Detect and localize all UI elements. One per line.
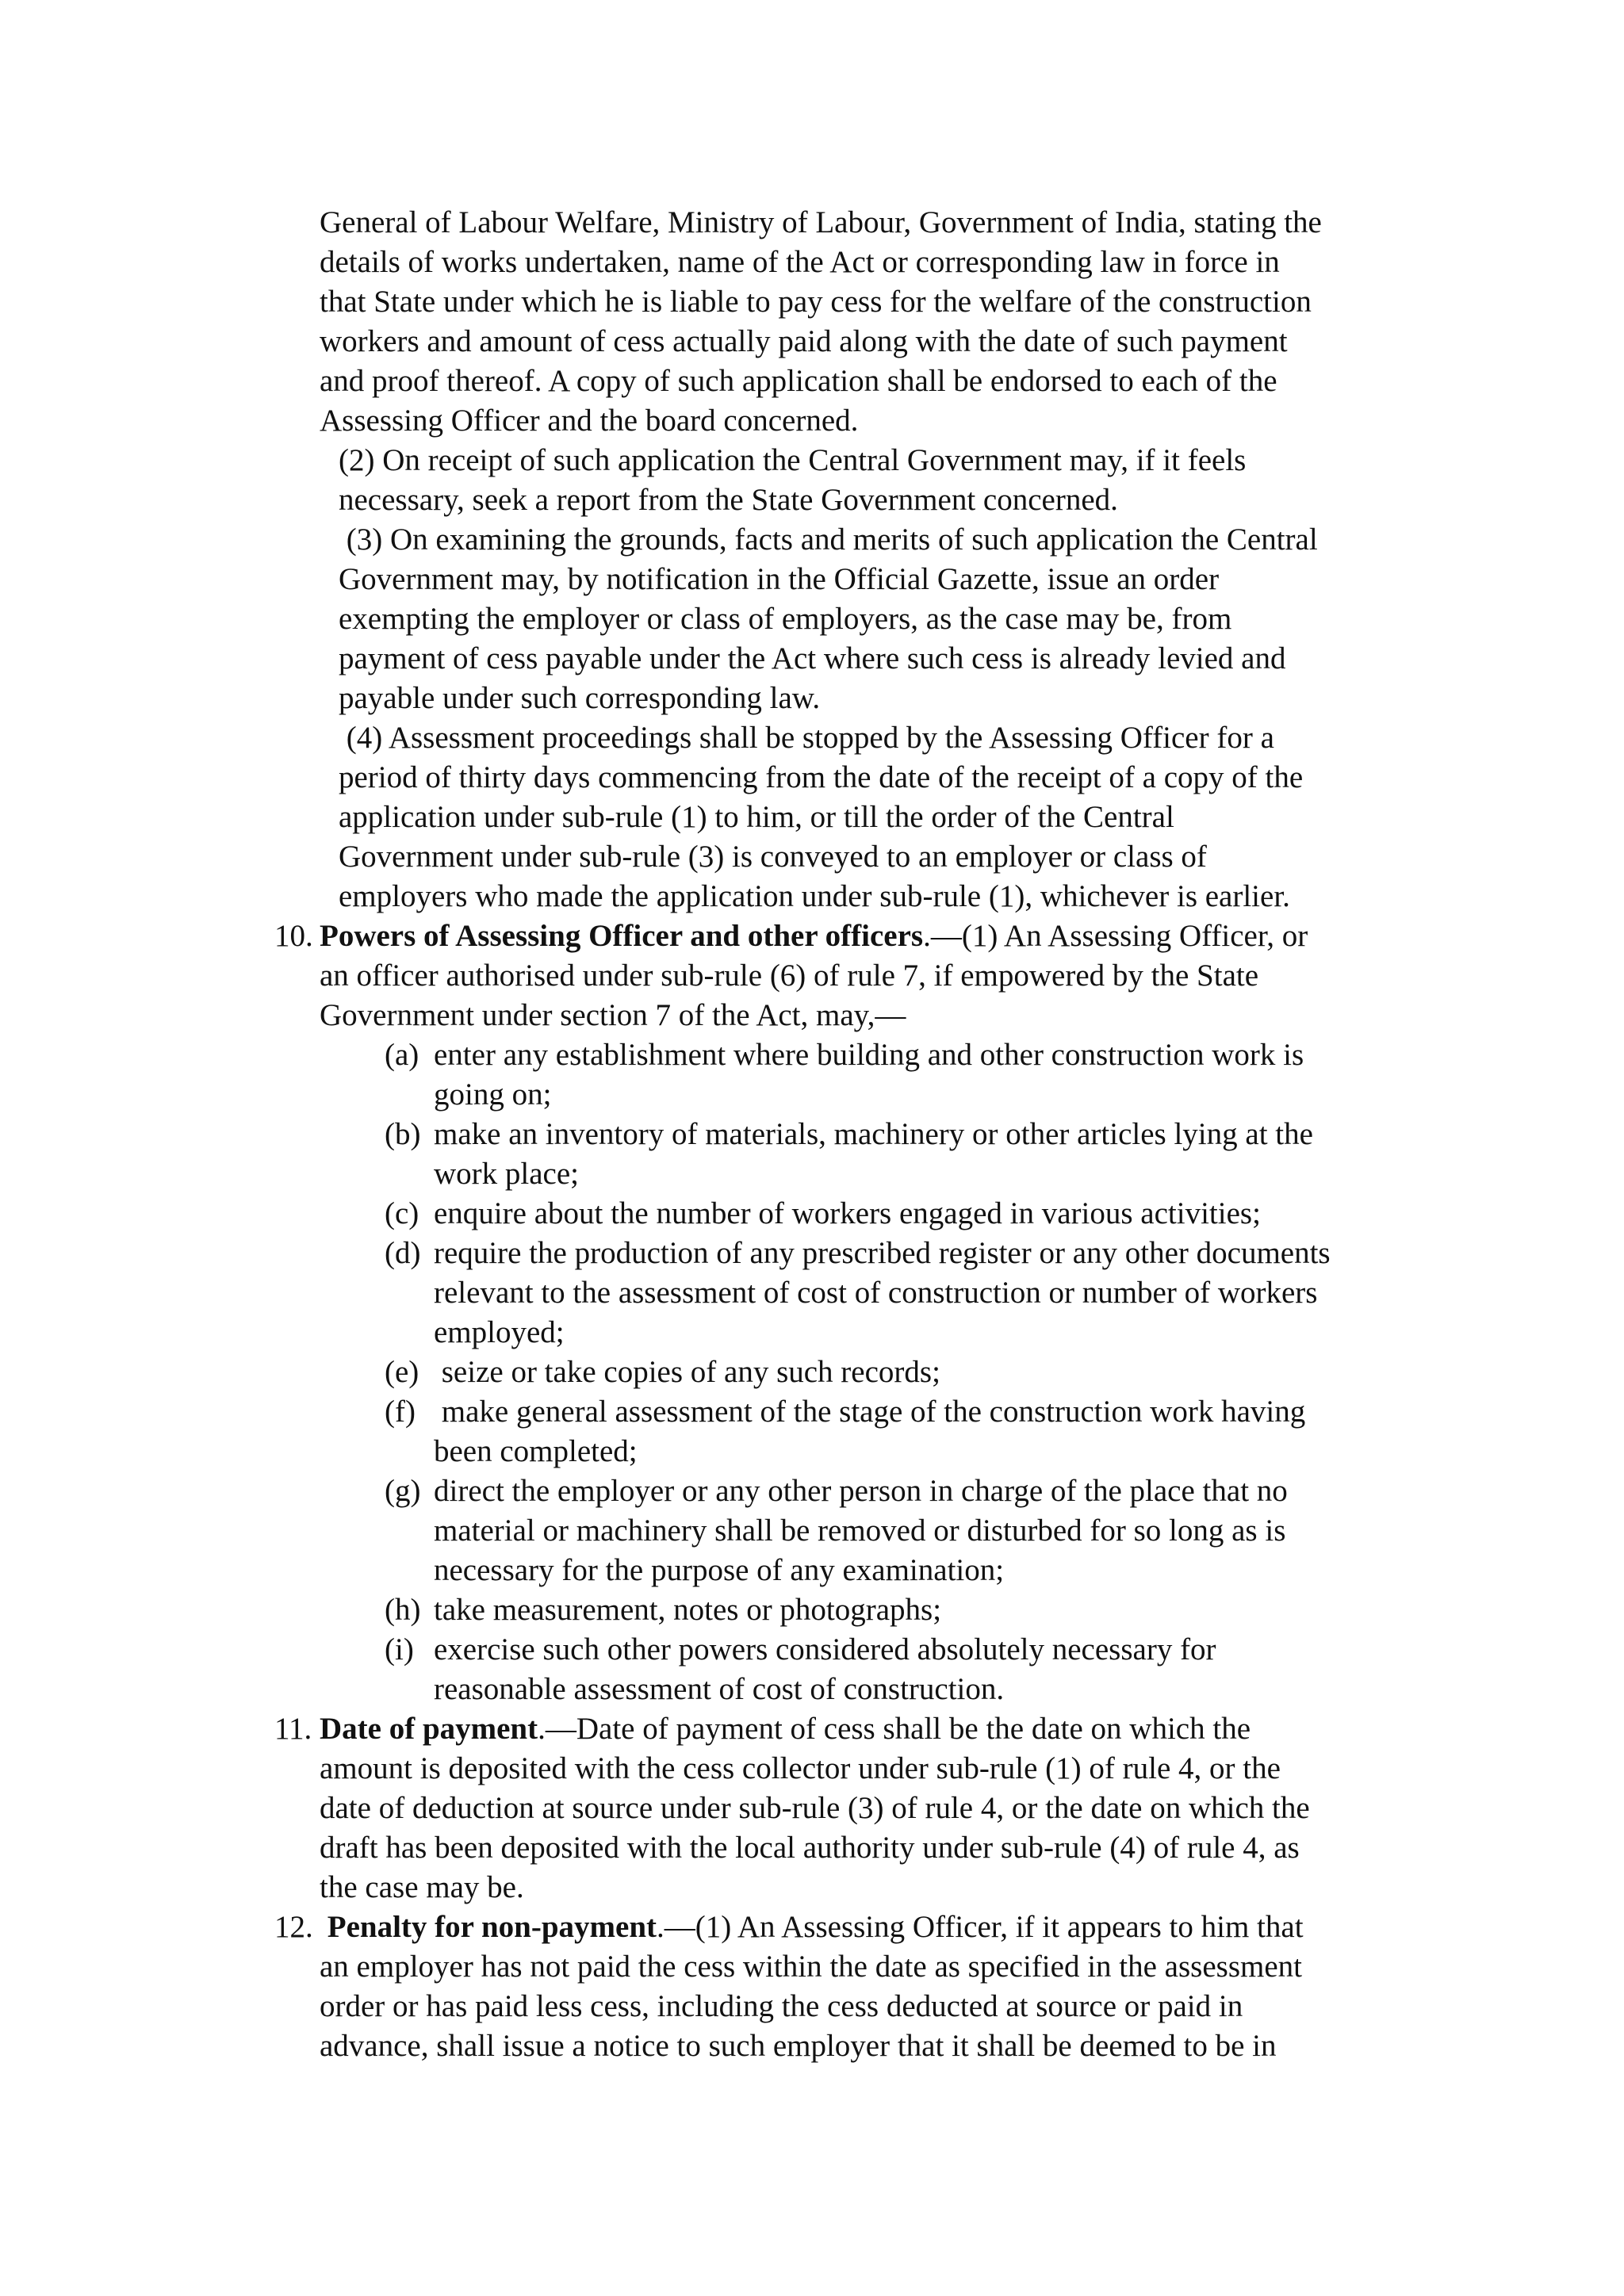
text-line: application under sub-rule (1) to him, or till the order of the Central	[339, 800, 1174, 834]
text-line: General of Labour Welfare, Ministry of Labour, Government of India, stating the	[320, 205, 1322, 239]
text-line: Government under section 7 of the Act, may,—	[320, 998, 906, 1032]
list-item-line: reasonable assessment of cost of construction.	[434, 1672, 1005, 1706]
list-item-line: take measurement, notes or photographs;	[434, 1593, 942, 1627]
rule-heading: Powers of Assessing Officer and other officers	[320, 919, 924, 953]
text-line: an officer authorised under sub-rule (6) of rule 7, if empowered by the State	[320, 959, 1259, 993]
list-item-line: require the production of any prescribed register or any other documents	[434, 1236, 1331, 1270]
text-line: that State under which he is liable to pay cess for the welfare of the construction	[320, 285, 1312, 319]
text-line: Government under sub-rule (3) is conveyed to an employer or class of	[339, 840, 1207, 874]
rule-number: 11.	[274, 1712, 312, 1746]
text-line: advance, shall issue a notice to such employer that it shall be deemed to be in	[320, 2029, 1277, 2063]
text-line: (2) On receipt of such application the Central Government may, if it feels	[339, 443, 1247, 477]
text-line: draft has been deposited with the local authority under sub-rule (4) of rule 4, as	[320, 1831, 1300, 1865]
text-line: details of works undertaken, name of the Act or corresponding law in force in	[320, 245, 1280, 279]
text-line: order or has paid less cess, including the cess deducted at source or paid in	[320, 1989, 1243, 2023]
list-marker: (i)	[385, 1632, 414, 1667]
rule-heading-line	[320, 1908, 1304, 1947]
text-line: necessary, seek a report from the State Government concerned.	[339, 483, 1118, 517]
list-marker: (g)	[385, 1474, 421, 1508]
text-line: workers and amount of cess actually paid along with the date of such payment	[320, 324, 1288, 358]
list-marker: (f)	[385, 1395, 416, 1429]
text-line: Assessing Officer and the board concerned.	[320, 404, 859, 438]
text-line: an employer has not paid the cess within the date as specified in the assessment	[320, 1950, 1302, 1984]
list-marker: (d)	[385, 1236, 421, 1270]
rule-heading: Date of payment	[320, 1712, 538, 1746]
text-line: payable under such corresponding law.	[339, 681, 821, 715]
text-line: period of thirty days commencing from the date of the receipt of a copy of the	[339, 760, 1304, 794]
list-marker: (e)	[385, 1355, 419, 1389]
list-item-line: material or machinery shall be removed or disturbed for so long as is	[434, 1513, 1286, 1548]
list-item-line: make an inventory of materials, machinery or other articles lying at the	[434, 1117, 1313, 1151]
list-item-line: relevant to the assessment of cost of construction or number of workers	[434, 1276, 1318, 1310]
text-line: (3) On examining the grounds, facts and merits of such application the Central	[339, 522, 1318, 557]
text-line: (4) Assessment proceedings shall be stopped by the Assessing Officer for a	[339, 721, 1274, 755]
rule-number: 10.	[274, 919, 313, 953]
text-line: payment of cess payable under the Act where such cess is already levied and	[339, 641, 1286, 675]
text-line: the case may be.	[320, 1870, 524, 1904]
list-item-line: work place;	[434, 1157, 580, 1191]
list-item-line: enquire about the number of workers engaged in various activities;	[434, 1196, 1261, 1230]
list-marker: (a)	[385, 1038, 419, 1072]
rule-heading-tail: .—(1) An Assessing Officer, or	[923, 919, 1308, 953]
list-item-line: employed;	[434, 1315, 565, 1349]
rule-heading-line	[320, 1709, 1251, 1749]
rule-heading-line	[320, 916, 1308, 956]
list-item-line: exercise such other powers considered absolutely necessary for	[434, 1632, 1216, 1667]
list-item-line: seize or take copies of any such records;	[434, 1355, 940, 1389]
text-line: amount is deposited with the cess collector under sub-rule (1) of rule 4, or the	[320, 1751, 1281, 1785]
list-marker: (c)	[385, 1196, 419, 1230]
list-item-line: make general assessment of the stage of the construction work having	[434, 1395, 1306, 1429]
list-item-line: going on;	[434, 1077, 552, 1112]
rule-heading-tail: .—(1) An Assessing Officer, if it appears to him that	[657, 1910, 1304, 1944]
list-item-line: necessary for the purpose of any examination;	[434, 1553, 1005, 1587]
list-item-line: been completed;	[434, 1434, 638, 1468]
list-marker: (h)	[385, 1593, 421, 1627]
rule-number: 12.	[274, 1910, 313, 1944]
rule-heading-tail: .—Date of payment of cess shall be the date on which the	[538, 1712, 1251, 1746]
text-line: and proof thereof. A copy of such application shall be endorsed to each of the	[320, 364, 1277, 398]
text-line: employers who made the application under sub-rule (1), whichever is earlier.	[339, 879, 1290, 913]
rule-heading: Penalty for non-payment	[320, 1910, 657, 1944]
text-line: date of deduction at source under sub-rule (3) of rule 4, or the date on which the	[320, 1791, 1310, 1825]
text-line: exempting the employer or class of employers, as the case may be, from	[339, 602, 1232, 636]
list-item-line: direct the employer or any other person in charge of the place that no	[434, 1474, 1288, 1508]
list-item-line: enter any establishment where building and other construction work is	[434, 1038, 1304, 1072]
list-marker: (b)	[385, 1117, 421, 1151]
text-line: Government may, by notification in the Official Gazette, issue an order	[339, 562, 1220, 596]
